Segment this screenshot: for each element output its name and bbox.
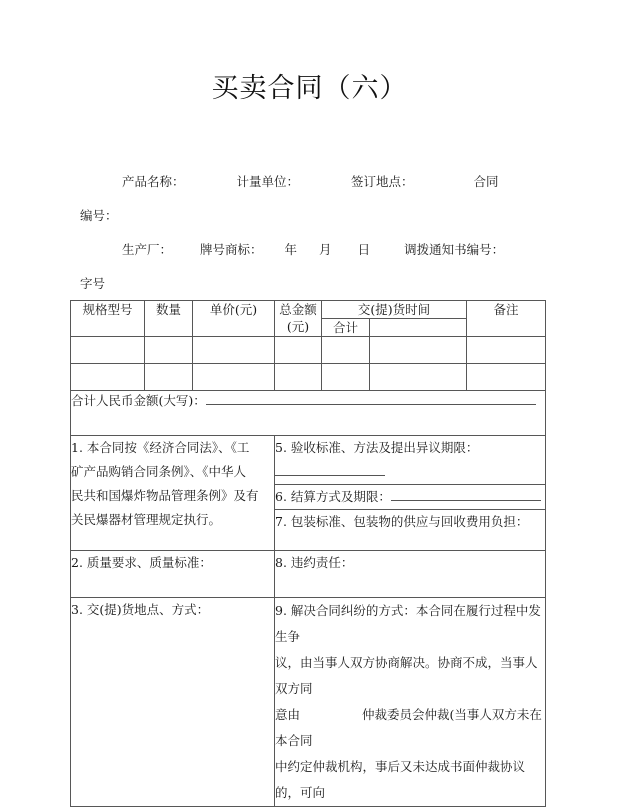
cell-delivery-time[interactable] [370, 337, 467, 364]
clause-3-cell [71, 598, 275, 807]
factory-label: 生产厂： [122, 242, 173, 257]
clause-7-label: 7. 包装标准、包装物的供应与回收费用负担： [275, 514, 529, 529]
contract-label: 合同 [473, 174, 499, 189]
clause-9-line-3 [275, 702, 545, 754]
clause-3-label: 3. 交(提)货地点、方式： [71, 602, 210, 617]
header-total-amount [275, 301, 322, 337]
cell-quantity[interactable] [145, 337, 193, 364]
header-fields [80, 165, 550, 301]
table-row[interactable] [71, 364, 546, 391]
clause-5-input-rule[interactable] [275, 464, 385, 476]
amount-in-words-row [71, 391, 546, 436]
day-label: 日 [357, 242, 371, 257]
cell-unit-price[interactable] [193, 337, 275, 364]
clause-9-line-1: 9. 解决合同纠纷的方式：本合同在履行过程中发生争 [275, 603, 541, 644]
header-total-amount-line1: 总金额 [279, 302, 317, 317]
header-quantity: 数量 [145, 301, 193, 337]
header-spec-model: 规格型号 [71, 301, 145, 337]
cell-quantity[interactable] [145, 364, 193, 391]
header-line-4 [80, 267, 550, 301]
unit-label: 计量单位： [236, 174, 300, 189]
clause-row-2-8 [71, 551, 546, 598]
header-line-2 [80, 199, 550, 233]
clause-9-line-3-suffix: 仲裁委员会仲裁(当事人双方未在本合同 [275, 707, 542, 748]
cell-subtotal[interactable] [322, 364, 370, 391]
clause-5-cell [275, 436, 546, 485]
clause-9-line-2: 议，由当事人双方协商解决。协商不成，当事人双方同 [275, 655, 538, 696]
cell-total-amount[interactable] [275, 364, 322, 391]
amount-in-words-label: 合计人民币金额(大写)： [71, 393, 206, 408]
clause-7-cell [275, 510, 546, 551]
cell-unit-price[interactable] [193, 364, 275, 391]
cell-spec-model[interactable] [71, 337, 145, 364]
header-line-1 [80, 165, 550, 199]
clause-2-label: 2. 质量要求、质量标准： [71, 555, 212, 570]
clause-1-line-2: 矿产品购销合同条例》、《中华人 [71, 464, 247, 479]
clause-6-cell [275, 485, 546, 510]
clause-1-line-3: 民共和国爆炸物品管理条例》及有 [71, 488, 259, 503]
clause-9-line-4: 中约定仲裁机构，事后又未达成书面仲裁协议的，可向 [275, 759, 526, 800]
product-name-label: 产品名称： [122, 174, 185, 189]
cell-total-amount[interactable] [275, 337, 322, 364]
cell-spec-model[interactable] [71, 364, 145, 391]
cell-remarks[interactable] [467, 364, 546, 391]
clause-8-label: 8. 违约责任： [275, 555, 354, 570]
clause-row-1-5 [71, 436, 546, 485]
year-label: 年 [284, 242, 298, 257]
table-header-row [71, 301, 546, 319]
word-number-label: 字号 [80, 276, 106, 291]
page-title: 买卖合同（六） [211, 73, 408, 104]
transfer-notice-number-label: 调拨通知书编号： [404, 242, 505, 257]
header-remarks: 备注 [467, 301, 546, 337]
clause-1-line-4: 关民爆器材管理规定执行。 [71, 512, 222, 527]
header-subtotal: 合计 [322, 319, 370, 337]
clause-6-input-rule[interactable] [391, 489, 541, 501]
header-total-amount-line2: (元) [286, 319, 310, 334]
amount-in-words-cell[interactable] [71, 391, 546, 436]
sign-place-label: 签订地点： [351, 174, 414, 189]
brand-trademark-label: 牌号商标： [200, 242, 263, 257]
clause-row-3-9 [71, 598, 546, 807]
month-label: 月 [319, 242, 332, 257]
clause-1-cell [71, 436, 275, 551]
table-row[interactable] [71, 337, 546, 364]
header-line-3 [80, 233, 550, 267]
cell-subtotal[interactable] [322, 337, 370, 364]
contract-number-label: 编号： [80, 208, 118, 223]
amount-in-words-input-rule[interactable] [206, 393, 536, 405]
clause-1-line-1: 1. 本合同按《经济合同法》、《工 [71, 440, 250, 455]
clause-9-cell [275, 598, 546, 807]
clause-2-cell [71, 551, 275, 598]
header-delivery-blank [370, 319, 467, 337]
clause-9-line-3-prefix: 意由 [275, 707, 301, 722]
header-unit-price: 单价(元) [193, 301, 275, 337]
contract-table [70, 300, 546, 807]
header-delivery-time: 交(提)货时间 [322, 301, 467, 319]
cell-delivery-time[interactable] [370, 364, 467, 391]
clause-6-label: 6. 结算方式及期限： [275, 489, 391, 504]
cell-remarks[interactable] [467, 337, 546, 364]
clause-5-label: 5. 验收标准、方法及提出异议期限： [275, 440, 479, 455]
clause-8-cell [275, 551, 546, 598]
